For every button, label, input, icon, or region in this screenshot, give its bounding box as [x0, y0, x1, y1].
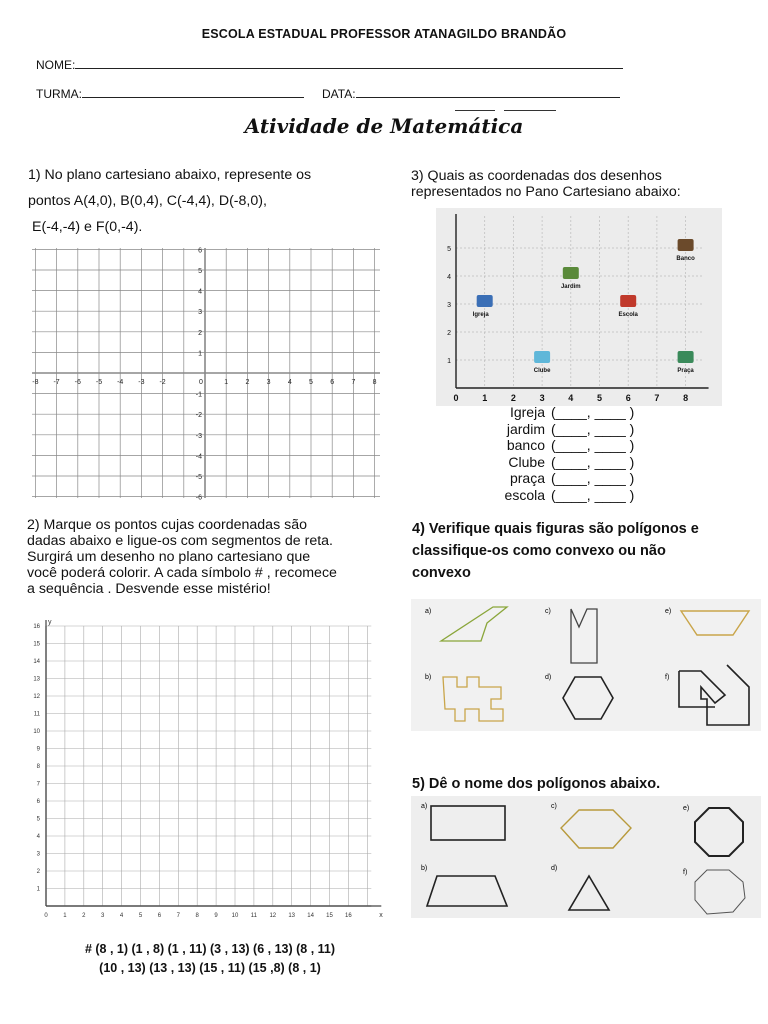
- polygons-figure-q5: [411, 796, 761, 918]
- x-tick-label: -2: [159, 379, 166, 386]
- x-tick-label: 6: [330, 379, 335, 386]
- x-tick-label: 5: [138, 913, 143, 919]
- answer-place-name: banco: [506, 437, 545, 453]
- q2-line: Surgirá um desenho no plano cartesiano que: [27, 549, 311, 565]
- figure-background: [411, 796, 761, 918]
- y-tick-label: 6: [36, 799, 40, 805]
- place-label: Jardim: [560, 284, 581, 290]
- y-tick-label: 1: [198, 350, 202, 358]
- x-tick-label: 1: [482, 393, 488, 403]
- y-tick-label: -4: [195, 453, 202, 461]
- q2-line: dadas abaixo e ligue-os com segmentos de reta.: [27, 533, 334, 549]
- place-marker: [534, 351, 550, 363]
- x-tick-label: 16: [345, 913, 352, 919]
- sequence-line: # (8 , 1) (1 , 8) (1 , 11) (3 , 13) (6 , 13) (8 , 11): [84, 942, 336, 956]
- x-tick-label: 3: [101, 913, 105, 919]
- x-tick-label: 6: [625, 393, 631, 403]
- q1-line: E(-4,-4) e F(0,-4).: [32, 219, 143, 235]
- y-tick-label: 8: [36, 764, 40, 770]
- q4-line: 4) Verifique quais figuras são polígonos e: [412, 521, 699, 537]
- answer-place-name: praça: [509, 470, 545, 486]
- y-tick-label: 1: [447, 358, 451, 365]
- x-tick-label: -5: [95, 379, 103, 386]
- x-tick-label: 12: [269, 913, 277, 919]
- y-tick-label: 10: [33, 729, 40, 735]
- figure-label: d): [545, 674, 552, 681]
- x-tick-label: -3: [138, 379, 145, 386]
- x-tick-label: 7: [176, 913, 180, 919]
- nome-field[interactable]: [36, 57, 623, 72]
- x-tick-label: 4: [119, 913, 124, 919]
- y-tick-label: 13: [33, 676, 40, 683]
- x-tick-label: 7: [654, 393, 660, 403]
- school-name: ESCOLA ESTADUAL PROFESSOR ATANAGILDO BRANDÃO: [201, 27, 567, 41]
- cartesian-grid-q1[interactable]: [30, 246, 382, 500]
- answer-row[interactable]: [440, 437, 680, 454]
- q2-line: 2) Marque os pontos cujas coordenadas são: [27, 517, 307, 533]
- x-tick-label: 11: [250, 913, 258, 919]
- answer-row[interactable]: [440, 470, 680, 487]
- q4-line: classifique-os como convexo ou não: [412, 543, 666, 559]
- nome-label: NOME:: [36, 58, 76, 72]
- x-tick-label: 5: [596, 393, 603, 403]
- figure-background: [411, 599, 761, 731]
- y-tick-label: 3: [36, 851, 40, 858]
- answer-blank[interactable]: (____, ____ ): [551, 404, 635, 420]
- x-tick-label: 1: [63, 913, 67, 919]
- coordinates-answers: [440, 404, 680, 503]
- figure-label: a): [421, 803, 428, 810]
- figure-label: a): [425, 608, 432, 615]
- figure-label: f): [683, 869, 688, 876]
- turma-field[interactable]: [36, 86, 304, 101]
- x-tick-label: -6: [74, 379, 81, 386]
- x-tick-label: 2: [82, 913, 86, 919]
- place-label: Igreja: [472, 312, 489, 318]
- x-tick-label: 6: [157, 913, 162, 919]
- question-3-text: [411, 168, 741, 200]
- answer-blank[interactable]: (____, ____ ): [551, 437, 635, 453]
- x-tick-label: 3: [266, 379, 271, 386]
- answer-row[interactable]: [440, 421, 680, 438]
- y-tick-label: 1: [36, 886, 40, 893]
- figure-label: f): [665, 674, 670, 681]
- divider: [504, 110, 556, 111]
- y-tick-label: 2: [198, 329, 202, 337]
- answer-blank[interactable]: (____, ____ ): [551, 486, 635, 503]
- y-tick-label: 4: [36, 834, 40, 840]
- place-marker: [620, 295, 636, 307]
- place-marker: [678, 239, 694, 251]
- x-tick-label: 1: [224, 379, 229, 386]
- q2-line: você poderá colorir. A cada símbolo # , recomece: [27, 565, 337, 581]
- x-tick-label: -4: [117, 379, 124, 386]
- x-tick-label: -7: [53, 379, 60, 386]
- question-4-text: [412, 518, 762, 584]
- y-tick-label: 16: [33, 624, 40, 630]
- y-tick-label: 11: [33, 711, 40, 718]
- answer-place-name: jardim: [506, 420, 545, 437]
- x-tick-label: 9: [214, 913, 218, 919]
- x-tick-label: -8: [32, 379, 39, 386]
- y-tick-label: 7: [36, 781, 40, 788]
- q1-line: 1) No plano cartesiano abaixo, represente os: [28, 167, 312, 183]
- q1-line: pontos A(4,0), B(0,4), C(-4,4), D(-8,0),: [28, 193, 267, 209]
- nome-blank[interactable]: [75, 57, 623, 69]
- y-tick-label: -6: [195, 494, 202, 502]
- y-tick-label: 5: [447, 246, 451, 253]
- x-tick-label: 0: [453, 393, 459, 403]
- y-tick-label: 5: [36, 816, 40, 823]
- y-tick-label: 2: [36, 869, 40, 875]
- q3-line: 3) Quais as coordenadas dos desenhos: [411, 168, 662, 184]
- x-tick-label: 13: [288, 913, 296, 919]
- data-field[interactable]: [322, 86, 620, 101]
- figure-label: b): [425, 674, 432, 681]
- answer-place-name: Clube: [508, 453, 545, 470]
- y-tick-label: 2: [447, 330, 451, 337]
- question-5-text: [412, 773, 762, 795]
- answer-place-name: Igreja: [509, 404, 545, 420]
- y-tick-label: 14: [33, 659, 40, 665]
- place-label: Praça: [677, 368, 694, 374]
- figure-label: e): [665, 608, 672, 615]
- figure-label: e): [683, 805, 690, 812]
- y-tick-label: -3: [195, 432, 202, 440]
- y-tick-label: 6: [198, 247, 202, 255]
- answer-row[interactable]: [440, 454, 680, 471]
- y-tick-label: 5: [198, 268, 202, 275]
- q2-line: a sequência . Desvende esse mistério!: [27, 581, 271, 597]
- divider: [455, 110, 495, 111]
- place-label: Clube: [533, 368, 551, 374]
- answer-row[interactable]: [440, 487, 680, 504]
- place-marker: [678, 351, 694, 363]
- q4-line: convexo: [412, 565, 471, 581]
- x-tick-label: 8: [372, 379, 377, 386]
- y-tick-label: 4: [198, 288, 202, 296]
- x-tick-label: 14: [307, 913, 314, 919]
- question-1-text: [28, 162, 388, 240]
- place-marker: [477, 295, 493, 307]
- coordinate-sequence: [30, 940, 390, 978]
- cartesian-grid-q2[interactable]: [28, 616, 382, 926]
- x-tick-label: 15: [326, 913, 333, 919]
- data-blank[interactable]: [356, 86, 620, 98]
- place-label: Escola: [618, 312, 638, 318]
- y-tick-label: -2: [195, 412, 202, 420]
- figure-label: c): [545, 608, 551, 615]
- y-tick-label: 3: [198, 309, 202, 317]
- x-tick-label: 2: [510, 393, 516, 403]
- question-2-text: [27, 517, 397, 597]
- place-label: Banco: [676, 256, 695, 262]
- figure-label: b): [421, 865, 428, 872]
- figure-label: c): [551, 803, 557, 810]
- answer-blank[interactable]: (____, ____ ): [551, 453, 635, 470]
- y-axis-label: y: [48, 619, 52, 626]
- turma-label: TURMA:: [36, 87, 82, 101]
- x-axis-label: x: [379, 912, 383, 919]
- x-tick-label: 0: [199, 379, 203, 386]
- cartesian-plane-q3: [436, 208, 722, 406]
- y-tick-label: 12: [33, 694, 40, 700]
- place-marker: [563, 267, 579, 279]
- x-tick-label: 0: [44, 913, 48, 919]
- x-tick-label: 7: [351, 379, 356, 386]
- x-tick-label: 5: [309, 379, 313, 386]
- x-tick-label: 3: [539, 393, 545, 403]
- sequence-line: (10 , 13) (13 , 13) (15 , 11) (15 ,8) (8 , 1): [99, 961, 321, 975]
- q3-line: representados no Pano Cartesiano abaixo:: [411, 184, 681, 200]
- answer-row[interactable]: [440, 404, 680, 421]
- q5-line: 5) Dê o nome dos polígonos abaixo.: [412, 776, 661, 792]
- y-tick-label: 15: [33, 641, 40, 648]
- y-tick-label: -5: [195, 474, 202, 481]
- x-tick-label: 8: [683, 393, 689, 403]
- y-tick-label: 3: [447, 302, 451, 309]
- y-tick-label: 4: [447, 274, 451, 281]
- x-tick-label: 2: [245, 379, 250, 386]
- answer-place-name: escola: [504, 486, 545, 503]
- turma-blank[interactable]: [82, 86, 304, 98]
- y-tick-label: 9: [36, 746, 40, 753]
- page-title: Atividade de Matemática: [244, 114, 524, 138]
- data-label: DATA:: [322, 87, 356, 101]
- x-tick-label: 10: [231, 913, 239, 919]
- figure-label: d): [551, 865, 558, 872]
- answer-blank[interactable]: (____, ____ ): [551, 420, 635, 437]
- x-tick-label: 4: [568, 393, 574, 403]
- y-tick-label: -1: [195, 391, 202, 399]
- polygons-figure-q4: [411, 599, 761, 731]
- x-tick-label: 8: [195, 913, 199, 919]
- x-tick-label: 4: [287, 379, 292, 386]
- answer-blank[interactable]: (____, ____ ): [551, 470, 635, 486]
